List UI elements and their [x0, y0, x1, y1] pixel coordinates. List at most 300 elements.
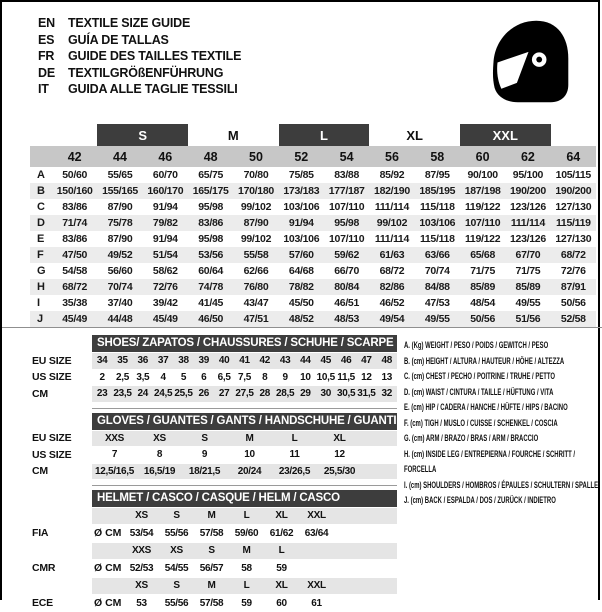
value-cell: 40	[214, 355, 234, 366]
measurement-legend	[404, 338, 602, 509]
helmet-size-row	[32, 578, 397, 594]
measurement-cell: 103/106	[415, 215, 460, 231]
measurement-row	[30, 263, 596, 279]
legend-item: G. (cm) ARM / BRAZO / BRAS / ARM / BRACCIO	[404, 431, 602, 447]
value-cell: 57/58	[194, 528, 229, 539]
standard-label: FIA	[32, 525, 92, 543]
textile-size-table	[30, 124, 596, 327]
measurement-cell: 60/64	[188, 263, 233, 279]
legend-item: F. (cm) TIGH / MUSLO / CUISSE / SCHENKEL / COSCIA	[404, 416, 602, 432]
numeric-size-cell: 52	[279, 146, 324, 167]
measurement-cell: 71/74	[52, 215, 97, 231]
measurement-cell: 84/88	[415, 279, 460, 295]
shoes-gloves-divider	[92, 408, 397, 409]
language-row	[38, 81, 241, 98]
size-label-cell: S	[159, 510, 194, 521]
value-cell: 18/21,5	[182, 466, 227, 477]
measurement-cell: 87/90	[97, 199, 142, 215]
shoes-table-title: SHOES/ ZAPATOS / CHAUSSURES / SCHUHE / SCARPE	[92, 335, 397, 352]
measurement-cell: 53/56	[188, 247, 233, 263]
racing-helmet-icon	[481, 14, 578, 111]
measurement-cell: 37/40	[97, 295, 142, 311]
measurement-cell: 85/89	[460, 279, 505, 295]
size-row	[32, 353, 397, 369]
row-letter: E	[30, 231, 52, 247]
measurement-cell: 111/114	[369, 199, 414, 215]
measurement-cell: 103/106	[279, 199, 324, 215]
value-cell: 59	[264, 563, 299, 574]
size-row	[32, 464, 397, 480]
measurement-cell: 123/126	[505, 231, 550, 247]
measurement-cell: 155/165	[97, 183, 142, 199]
measurement-cell: 95/100	[505, 167, 550, 183]
value-cell: 55/56	[159, 598, 194, 609]
value-band	[92, 370, 397, 386]
measurement-cell: 68/72	[369, 263, 414, 279]
numeric-size-cell: 44	[97, 146, 142, 167]
measurement-cell: 75/85	[279, 167, 324, 183]
measurement-cell: 190/200	[505, 183, 550, 199]
value-cell: 25,5/30	[317, 466, 362, 477]
value-cell: 34	[92, 355, 112, 366]
measurement-cell: 50/56	[551, 295, 596, 311]
measurement-cell: 83/88	[324, 167, 369, 183]
row-letter: J	[30, 311, 52, 327]
value-cell: 24,5	[153, 388, 173, 399]
size-label-cell: XS	[124, 510, 159, 521]
measurement-cell: 47/50	[52, 247, 97, 263]
measurement-cell: 190/200	[551, 183, 596, 199]
numeric-size-row	[30, 146, 596, 167]
measurement-cell: 49/55	[505, 295, 550, 311]
legend-item: E. (cm) HIP / CADERA / HANCHE / HÜFTE / HIPS / BACINO	[404, 400, 602, 416]
size-label-cell: XXS	[124, 545, 159, 556]
value-cell: 61	[299, 598, 334, 609]
value-cell: 2,5	[112, 372, 132, 383]
size-label-cell: M	[194, 580, 229, 591]
size-group-cell	[551, 124, 596, 146]
gloves-helmet-divider	[92, 485, 397, 486]
size-label-cell: XS	[124, 580, 159, 591]
size-label-cell: L	[229, 580, 264, 591]
measurement-row	[30, 279, 596, 295]
measurement-cell: 47/51	[233, 311, 278, 327]
measurement-cell: 119/122	[460, 199, 505, 215]
measurement-cell: 70/74	[97, 279, 142, 295]
value-cell: 6	[194, 372, 214, 383]
measurement-cell: 50/56	[460, 311, 505, 327]
legend-item: H. (cm) INSIDE LEG / ENTREPIERNA / FOURCHE / SCHRITT / FORCELLA	[404, 447, 602, 478]
measurement-cell: 59/62	[324, 247, 369, 263]
row-letter: D	[30, 215, 52, 231]
size-row	[32, 386, 397, 402]
value-cell: 3,5	[133, 372, 153, 383]
measurement-cell: 115/118	[415, 199, 460, 215]
language-row	[38, 32, 241, 49]
row-label	[32, 543, 92, 559]
unit-label: Ø CM	[92, 527, 124, 539]
row-label	[32, 578, 92, 594]
value-cell: 23	[92, 388, 112, 399]
measurement-cell: 72/76	[551, 263, 596, 279]
measurement-cell: 57/60	[279, 247, 324, 263]
row-letter: H	[30, 279, 52, 295]
language-title-list	[38, 15, 241, 98]
value-cell: 30	[316, 388, 336, 399]
measurement-cell: 160/170	[143, 183, 188, 199]
measurement-cell: 35/38	[52, 295, 97, 311]
measurement-cell: 80/84	[324, 279, 369, 295]
value-band	[92, 386, 397, 402]
value-cell: 7,5	[234, 372, 254, 383]
row-label: US SIZE	[32, 370, 92, 386]
row-label	[32, 508, 92, 524]
value-cell: 16,5/19	[137, 466, 182, 477]
value-cell: XL	[317, 433, 362, 444]
measurement-cell: 107/110	[324, 231, 369, 247]
value-cell: 53/54	[124, 528, 159, 539]
value-cell: 27	[214, 388, 234, 399]
measurement-cell: 70/80	[233, 167, 278, 183]
language-code: FR	[38, 48, 68, 65]
measurement-cell: 75/78	[97, 215, 142, 231]
measurement-row	[30, 295, 596, 311]
accessory-tables	[32, 335, 397, 612]
measurement-cell: 48/52	[279, 311, 324, 327]
value-cell: 48	[377, 355, 397, 366]
measurement-cell: 177/187	[324, 183, 369, 199]
measurement-cell: 49/52	[97, 247, 142, 263]
measurement-cell: 65/75	[188, 167, 233, 183]
measurement-cell: 107/110	[460, 215, 505, 231]
measurement-cell: 45/50	[279, 295, 324, 311]
measurement-row	[30, 183, 596, 199]
value-band	[92, 578, 397, 594]
measurement-cell: 82/86	[369, 279, 414, 295]
row-letter: B	[30, 183, 52, 199]
language-row	[38, 48, 241, 65]
value-cell: 11	[272, 449, 317, 460]
measurement-cell: 99/102	[369, 215, 414, 231]
unit-label: Ø CM	[92, 597, 124, 609]
value-cell: 55/56	[159, 528, 194, 539]
row-letter: G	[30, 263, 52, 279]
value-cell: S	[182, 433, 227, 444]
size-group-cell: S	[97, 124, 188, 146]
size-row	[32, 370, 397, 386]
size-label-cell: XXL	[299, 580, 334, 591]
measurement-cell: 87/95	[415, 167, 460, 183]
size-label-cell: S	[159, 580, 194, 591]
measurement-cell: 83/86	[188, 215, 233, 231]
measurement-cell: 173/183	[279, 183, 324, 199]
value-cell: 2	[92, 372, 112, 383]
measurement-cell: 52/58	[551, 311, 596, 327]
value-cell: 5	[173, 372, 193, 383]
row-letter: I	[30, 295, 52, 311]
value-band	[92, 560, 397, 578]
measurement-cell: 91/94	[279, 215, 324, 231]
size-label-cell: L	[264, 545, 299, 556]
measurement-cell: 39/42	[143, 295, 188, 311]
size-label-cell: S	[194, 545, 229, 556]
value-cell: 42	[255, 355, 275, 366]
value-band	[92, 464, 397, 480]
size-label-cell: XXL	[299, 510, 334, 521]
measurement-cell: 99/102	[233, 231, 278, 247]
value-band	[92, 508, 397, 524]
measurement-cell: 150/160	[52, 183, 97, 199]
unit-label: Ø CM	[92, 562, 124, 574]
language-title: TEXTILGRÖßENFÜHRUNG	[68, 65, 223, 82]
section-divider	[2, 327, 602, 328]
legend-item: D. (cm) WAIST / CINTURA / TAILLE / HÜFTUNG / VITA	[404, 385, 602, 401]
measurement-row	[30, 167, 596, 183]
measurement-cell: 43/47	[233, 295, 278, 311]
measurement-cell: 44/48	[97, 311, 142, 327]
measurement-cell: 72/76	[143, 279, 188, 295]
measurement-cell: 105/115	[551, 167, 596, 183]
measurement-cell: 182/190	[369, 183, 414, 199]
row-label: CM	[32, 464, 92, 480]
measurement-cell: 56/60	[97, 263, 142, 279]
measurement-cell: 64/68	[279, 263, 324, 279]
value-cell: 61/62	[264, 528, 299, 539]
value-cell: 12	[317, 449, 362, 460]
helmet-table-title: HELMET / CASCO / CASQUE / HELM / CASCO	[92, 490, 397, 507]
value-cell: 43	[275, 355, 295, 366]
size-label-cell: L	[229, 510, 264, 521]
value-cell: 52/53	[124, 563, 159, 574]
value-cell: 26	[194, 388, 214, 399]
value-cell: 45	[316, 355, 336, 366]
value-cell: 13	[377, 372, 397, 383]
value-cell: 11,5	[336, 372, 356, 383]
gloves-table	[32, 431, 397, 480]
size-group-cell	[30, 124, 97, 146]
measurement-cell: 70/74	[415, 263, 460, 279]
value-cell: 47	[356, 355, 376, 366]
measurement-cell: 54/58	[52, 263, 97, 279]
numeric-size-cell: 54	[324, 146, 369, 167]
measurement-cell: 46/51	[324, 295, 369, 311]
measurement-cell: 165/175	[188, 183, 233, 199]
helmet-size-row	[32, 543, 397, 559]
numeric-size-cell: 46	[143, 146, 188, 167]
value-cell: 54/55	[159, 563, 194, 574]
value-cell: 23,5	[112, 388, 132, 399]
value-cell: 63/64	[299, 528, 334, 539]
row-letter: F	[30, 247, 52, 263]
value-cell: 59	[229, 598, 264, 609]
value-cell: 41	[234, 355, 254, 366]
shoes-table	[32, 353, 397, 402]
measurement-cell: 87/91	[551, 279, 596, 295]
language-title: TEXTILE SIZE GUIDE	[68, 15, 190, 32]
measurement-cell: 63/66	[415, 247, 460, 263]
value-band	[92, 595, 397, 612]
value-cell: 38	[173, 355, 193, 366]
measurement-cell: 95/98	[188, 199, 233, 215]
numeric-size-cell: 58	[415, 146, 460, 167]
language-code: IT	[38, 81, 68, 98]
value-band	[92, 447, 397, 463]
value-cell: 12,5/16,5	[92, 466, 137, 477]
value-cell: 9	[182, 449, 227, 460]
value-cell: 27,5	[234, 388, 254, 399]
measurement-cell: 99/102	[233, 199, 278, 215]
measurement-cell: 91/94	[143, 199, 188, 215]
measurement-cell: 95/98	[188, 231, 233, 247]
measurement-cell: 87/90	[233, 215, 278, 231]
legend-item: I. (cm) SHOULDERS / HOMBROS / ÉPAULES / SCHULTERN / SPALLE	[404, 478, 602, 494]
language-row	[38, 65, 241, 82]
measurement-cell: 67/70	[505, 247, 550, 263]
measurement-cell: 46/52	[369, 295, 414, 311]
measurement-cell: 71/75	[505, 263, 550, 279]
value-cell: 56/57	[194, 563, 229, 574]
size-group-cell: L	[279, 124, 370, 146]
value-cell: 29	[295, 388, 315, 399]
measurement-cell: 123/126	[505, 199, 550, 215]
size-row	[32, 431, 397, 447]
measurement-cell: 170/180	[233, 183, 278, 199]
numeric-size-cell: 50	[233, 146, 278, 167]
size-group-cell: XL	[369, 124, 460, 146]
measurement-cell: 115/119	[551, 215, 596, 231]
value-cell: 4	[153, 372, 173, 383]
standard-label: ECE	[32, 595, 92, 612]
measurement-cell: 60/70	[143, 167, 188, 183]
measurement-cell: 49/54	[369, 311, 414, 327]
measurement-cell: 119/122	[460, 231, 505, 247]
measurement-cell: 127/130	[551, 199, 596, 215]
gloves-table-title: GLOVES / GUANTES / GANTS / HANDSCHUHE / GUANTI	[92, 413, 397, 430]
numeric-size-cell: 48	[188, 146, 233, 167]
value-band	[92, 543, 397, 559]
measurement-cell: 49/55	[415, 311, 460, 327]
measurement-cell: 46/50	[188, 311, 233, 327]
row-label: EU SIZE	[32, 353, 92, 369]
value-cell: 36	[133, 355, 153, 366]
value-cell: 46	[336, 355, 356, 366]
helmet-value-row	[32, 560, 397, 578]
value-cell: 7	[92, 449, 137, 460]
value-cell: 37	[153, 355, 173, 366]
size-group-cell: M	[188, 124, 279, 146]
value-cell: 31,5	[356, 388, 376, 399]
helmet-table	[32, 508, 397, 612]
language-title: GUÍA DE TALLAS	[68, 32, 169, 49]
measurement-cell: 83/86	[52, 231, 97, 247]
measurement-cell: 65/68	[460, 247, 505, 263]
value-cell: 10,5	[316, 372, 336, 383]
measurement-cell: 71/75	[460, 263, 505, 279]
measurement-cell: 51/54	[143, 247, 188, 263]
size-group-row	[30, 124, 596, 146]
size-label-cell: M	[229, 545, 264, 556]
value-cell: 32	[377, 388, 397, 399]
numeric-size-cell: 60	[460, 146, 505, 167]
value-band	[92, 525, 397, 543]
value-cell: 12	[356, 372, 376, 383]
measurement-cell: 78/82	[279, 279, 324, 295]
helmet-value-row	[32, 525, 397, 543]
measurement-cell: 41/45	[188, 295, 233, 311]
value-cell: L	[272, 433, 317, 444]
value-cell: 28,5	[275, 388, 295, 399]
measurement-cell: 47/53	[415, 295, 460, 311]
size-label-cell: XS	[159, 545, 194, 556]
size-label-cell: XL	[264, 510, 299, 521]
measurement-cell: 45/49	[143, 311, 188, 327]
measurement-cell: 115/118	[415, 231, 460, 247]
value-cell: 28	[255, 388, 275, 399]
value-cell: XXS	[92, 433, 137, 444]
measurement-row	[30, 215, 596, 231]
row-letter: C	[30, 199, 52, 215]
measurement-cell: 85/92	[369, 167, 414, 183]
value-cell: 10	[227, 449, 272, 460]
value-cell: 9	[275, 372, 295, 383]
measurement-cell: 111/114	[369, 231, 414, 247]
value-cell: 59/60	[229, 528, 264, 539]
size-label-cell: M	[194, 510, 229, 521]
size-label-cell: XL	[264, 580, 299, 591]
language-code: ES	[38, 32, 68, 49]
value-cell: 57/58	[194, 598, 229, 609]
measurement-cell: 61/63	[369, 247, 414, 263]
language-code: EN	[38, 15, 68, 32]
value-cell: 23/26,5	[272, 466, 317, 477]
measurement-cell: 68/72	[52, 279, 97, 295]
value-cell: 25,5	[173, 388, 193, 399]
value-cell: 30,5	[336, 388, 356, 399]
measurement-cell: 62/66	[233, 263, 278, 279]
row-letter: A	[30, 167, 52, 183]
value-cell: 20/24	[227, 466, 272, 477]
value-cell: 8	[255, 372, 275, 383]
language-code: DE	[38, 65, 68, 82]
measurement-cell: 55/65	[97, 167, 142, 183]
language-title: GUIDA ALLE TAGLIE TESSILI	[68, 81, 238, 98]
value-cell: 10	[295, 372, 315, 383]
measurement-cell: 74/78	[188, 279, 233, 295]
legend-item: B. (cm) HEIGHT / ALTURA / HAUTEUR / HÖHE / ALTEZZA	[404, 354, 602, 370]
measurement-cell: 66/70	[324, 263, 369, 279]
measurement-cell: 45/49	[52, 311, 97, 327]
value-cell: 44	[295, 355, 315, 366]
value-cell: 58	[229, 563, 264, 574]
measurement-cell: 185/195	[415, 183, 460, 199]
numeric-size-cell: 42	[52, 146, 97, 167]
row-label: CM	[32, 386, 92, 402]
measurement-cell: 79/82	[143, 215, 188, 231]
measurement-cell: 50/60	[52, 167, 97, 183]
size-row	[32, 447, 397, 463]
language-row	[38, 15, 241, 32]
measurement-cell: 51/56	[505, 311, 550, 327]
measurement-cell: 107/110	[324, 199, 369, 215]
measurement-cell: 76/80	[233, 279, 278, 295]
legend-item: C. (cm) CHEST / PECHO / POITRINE / TRUHE / PETTO	[404, 369, 602, 385]
language-title: GUIDE DES TAILLES TEXTILE	[68, 48, 241, 65]
row-label: US SIZE	[32, 447, 92, 463]
measurement-row	[30, 199, 596, 215]
helmet-value-row	[32, 595, 397, 612]
measurement-row	[30, 231, 596, 247]
value-cell: 24	[133, 388, 153, 399]
